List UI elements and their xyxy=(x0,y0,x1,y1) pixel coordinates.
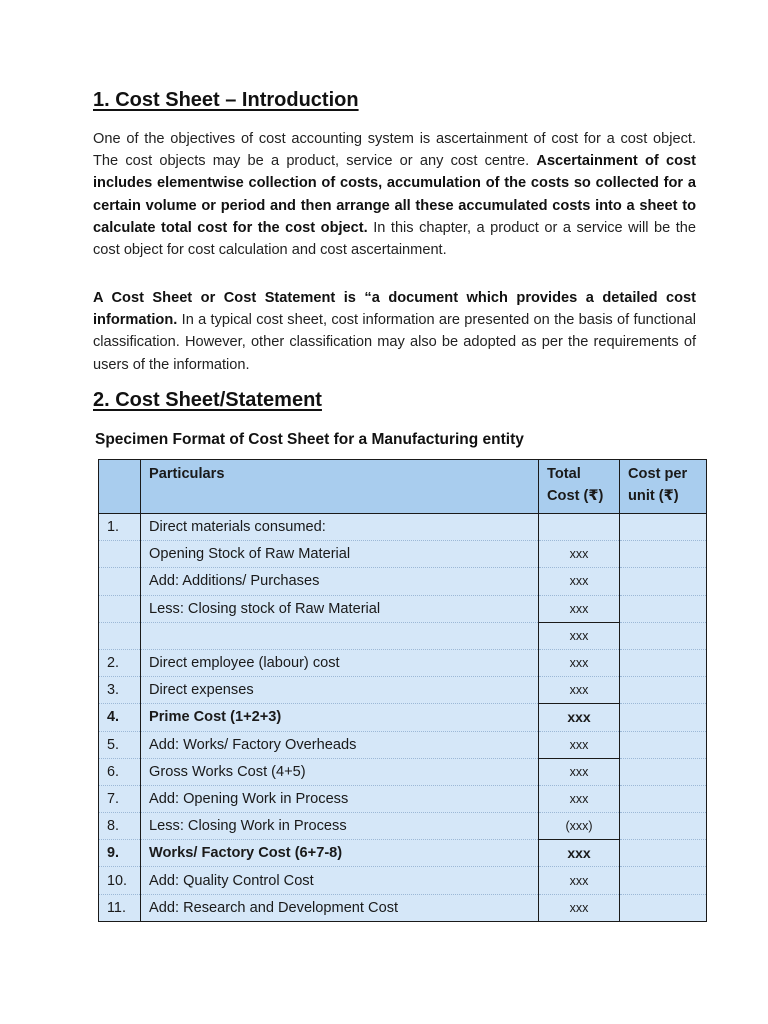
table-row xyxy=(99,704,707,731)
table-row xyxy=(99,514,707,541)
row-serial xyxy=(99,541,141,568)
row-total: xxx xyxy=(539,758,620,785)
table-row xyxy=(99,840,707,867)
intro-p1-text-2: In this chapter, a product or a service will be the cost object for cost calculation and cost ascertainment. xyxy=(93,219,696,259)
cost-sheet-table xyxy=(98,459,707,922)
row-total: xxx xyxy=(539,649,620,676)
row-serial: 4. xyxy=(99,704,141,731)
table-row xyxy=(99,595,707,622)
table-row xyxy=(99,649,707,676)
row-total: xxx xyxy=(539,867,620,894)
intro-p2-bold-text: A Cost Sheet or Cost Statement is “a document which provides a detailed cost information. xyxy=(93,290,696,329)
row-serial xyxy=(99,595,141,622)
table-row xyxy=(99,894,707,921)
row-particulars: Prime Cost (1+2+3) xyxy=(141,704,539,731)
table-row xyxy=(99,731,707,758)
row-total: xxx xyxy=(539,622,620,649)
row-total: xxx xyxy=(539,840,620,867)
row-serial xyxy=(99,622,141,649)
row-particulars: Add: Works/ Factory Overheads xyxy=(141,731,539,758)
row-serial: 2. xyxy=(99,649,141,676)
row-particulars: Gross Works Cost (4+5) xyxy=(141,758,539,785)
row-unit xyxy=(620,785,707,812)
row-serial: 8. xyxy=(99,813,141,840)
intro-paragraph-2 xyxy=(93,287,696,376)
row-particulars: Works/ Factory Cost (6+7-8) xyxy=(141,840,539,867)
intro-p1-bold-text: Ascertainment of cost includes elementwise collection of costs, accumulation of the costs so collected for a certain volume or period and then arrange all these accumulated costs into a sheet to calculate total cost for the cost object. xyxy=(93,153,696,236)
section-heading-introduction: 1. Cost Sheet – Introduction xyxy=(93,89,359,111)
row-total: xxx xyxy=(539,541,620,568)
table-row xyxy=(99,813,707,840)
row-particulars: Direct employee (labour) cost xyxy=(141,649,539,676)
row-total: xxx xyxy=(539,677,620,704)
row-unit xyxy=(620,541,707,568)
row-unit xyxy=(620,894,707,921)
row-serial: 7. xyxy=(99,785,141,812)
row-particulars: Add: Research and Development Cost xyxy=(141,894,539,921)
header-cost-per-unit: Cost per unit (₹) xyxy=(620,460,707,514)
row-serial xyxy=(99,568,141,595)
row-total: xxx xyxy=(539,568,620,595)
row-particulars xyxy=(141,622,539,649)
row-serial: 9. xyxy=(99,840,141,867)
row-unit xyxy=(620,595,707,622)
row-unit xyxy=(620,622,707,649)
table-row xyxy=(99,785,707,812)
table-header-row xyxy=(99,460,707,514)
row-particulars: Add: Additions/ Purchases xyxy=(141,568,539,595)
row-total: (xxx) xyxy=(539,813,620,840)
row-unit xyxy=(620,514,707,541)
table-row xyxy=(99,758,707,785)
row-serial: 5. xyxy=(99,731,141,758)
row-particulars: Add: Opening Work in Process xyxy=(141,785,539,812)
intro-p1-text-1: One of the objectives of cost accounting system is ascertainment of cost for a cost object. The cost objects may be a product, service or any cost centre. xyxy=(93,131,696,170)
row-unit xyxy=(620,731,707,758)
header-total-cost: Total Cost (₹) xyxy=(539,460,620,514)
row-total: xxx xyxy=(539,704,620,731)
row-unit xyxy=(620,704,707,731)
row-serial: 11. xyxy=(99,894,141,921)
header-particulars: Particulars xyxy=(141,460,539,514)
row-unit xyxy=(620,867,707,894)
row-particulars: Less: Closing stock of Raw Material xyxy=(141,595,539,622)
row-serial: 6. xyxy=(99,758,141,785)
row-unit xyxy=(620,677,707,704)
row-particulars: Opening Stock of Raw Material xyxy=(141,541,539,568)
row-serial: 3. xyxy=(99,677,141,704)
row-unit xyxy=(620,649,707,676)
row-total: xxx xyxy=(539,731,620,758)
intro-p2-text: In a typical cost sheet, cost information are presented on the basis of functional classification. However, other classification may also be adopted as per the requirements of users of the information. xyxy=(93,312,696,373)
table-row xyxy=(99,677,707,704)
row-unit xyxy=(620,568,707,595)
row-particulars: Add: Quality Control Cost xyxy=(141,867,539,894)
row-serial: 1. xyxy=(99,514,141,541)
row-particulars: Direct materials consumed: xyxy=(141,514,539,541)
table-caption: Specimen Format of Cost Sheet for a Manufacturing entity xyxy=(95,431,524,448)
row-serial: 10. xyxy=(99,867,141,894)
header-serial-no xyxy=(99,460,141,514)
table-row xyxy=(99,622,707,649)
row-particulars: Less: Closing Work in Process xyxy=(141,813,539,840)
table-row xyxy=(99,568,707,595)
row-total: xxx xyxy=(539,595,620,622)
table-row xyxy=(99,541,707,568)
table-row xyxy=(99,867,707,894)
row-unit xyxy=(620,758,707,785)
row-unit xyxy=(620,813,707,840)
row-total xyxy=(539,514,620,541)
row-total: xxx xyxy=(539,894,620,921)
row-unit xyxy=(620,840,707,867)
section-heading-cost-sheet: 2. Cost Sheet/Statement xyxy=(93,389,322,411)
row-particulars: Direct expenses xyxy=(141,677,539,704)
row-total: xxx xyxy=(539,785,620,812)
intro-paragraph-1 xyxy=(93,128,696,261)
